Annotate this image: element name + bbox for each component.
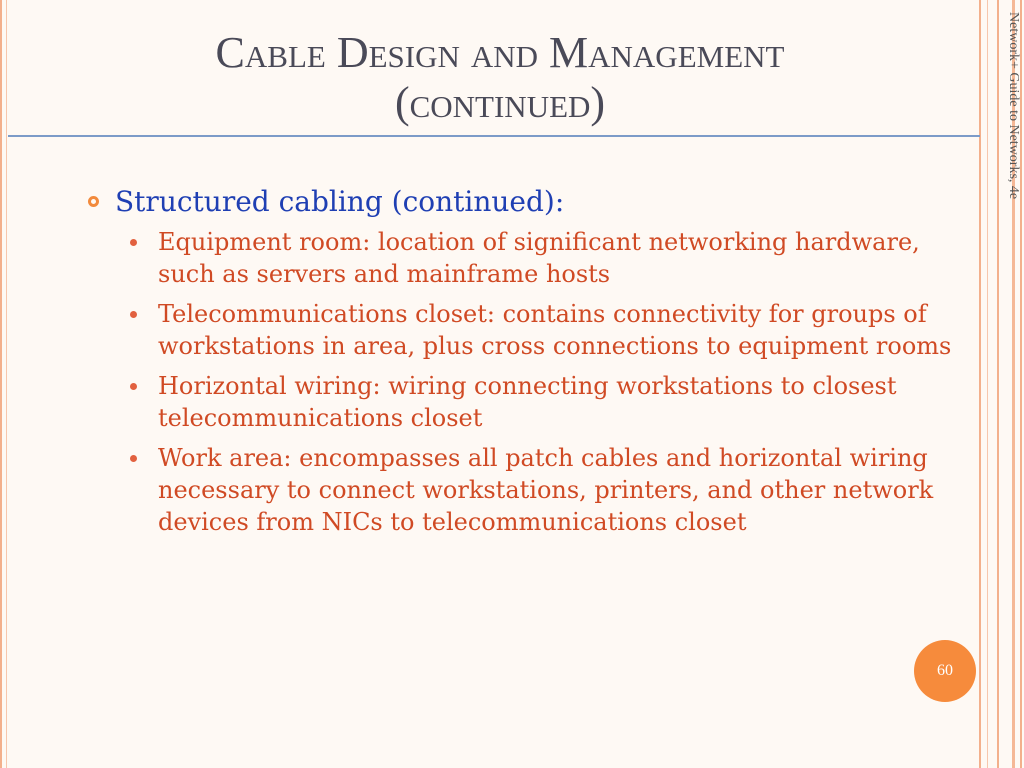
- title-divider: [8, 135, 980, 137]
- sub-bullet-item: [130, 442, 958, 538]
- ring-bullet-icon: [88, 196, 99, 207]
- page-number-badge: [914, 640, 976, 702]
- dot-bullet-icon: [130, 383, 137, 390]
- sub-bullet-text: Telecommunications closet: contains connectivity for groups of workstations in area, plus cross connections to equipment rooms: [158, 300, 952, 360]
- dot-bullet-icon: [130, 311, 137, 318]
- sub-bullet-text: Work area: encompasses all patch cables and horizontal wiring necessary to connect workstations, printers, and other network devices from NICs to telecommunications closet: [158, 444, 934, 536]
- slide-title: [80, 28, 920, 128]
- sub-bullet-item: [130, 298, 958, 362]
- page-number: 60: [937, 662, 953, 679]
- left-decorative-stripe: [0, 0, 2, 768]
- side-note: Network+ Guide to Networks, 4e: [1006, 12, 1021, 200]
- slide-content: [88, 184, 958, 546]
- sub-bullet-list: [88, 226, 958, 538]
- bullet-level1-text: Structured cabling (continued):: [115, 185, 565, 218]
- sub-bullet-text: Equipment room: location of significant networking hardware, such as servers and mainframe hosts: [158, 228, 920, 288]
- dot-bullet-icon: [130, 455, 137, 462]
- sub-bullet-text: Horizontal wiring: wiring connecting workstations to closest telecommunications closet: [158, 372, 897, 432]
- left-decorative-stripe-thin: [6, 0, 7, 768]
- right-decorative-stripe: [979, 0, 981, 768]
- slide-title-line2: (continued): [394, 78, 606, 127]
- dot-bullet-icon: [130, 239, 137, 246]
- sub-bullet-item: [130, 226, 958, 290]
- slide-title-line1: Cable Design and Management: [215, 28, 785, 77]
- sub-bullet-item: [130, 370, 958, 434]
- bullet-level1: [88, 184, 958, 220]
